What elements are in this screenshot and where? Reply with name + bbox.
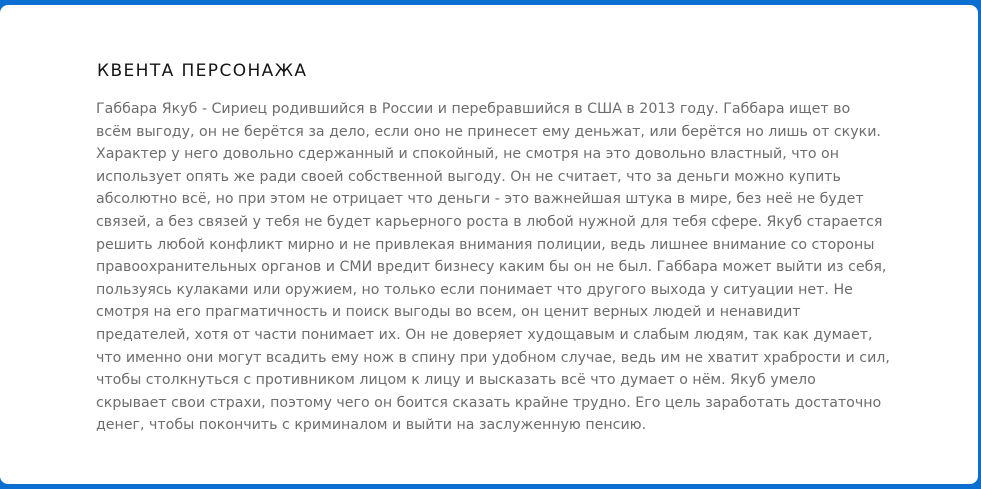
section-title: КВЕНТА ПЕРСОНАЖА xyxy=(97,61,308,81)
backstory-text: Габбара Якуб - Сириец родившийся в России и перебравшийся в США в 2013 году. Габбара ищет во всём выгоду, он не берётся за дело, если оно не принесет ему деньжат, или берётся но лишь от скуки. Характер у него довольно сдержанный и спокойный, не смотря на это довольно властный, что он использует опять же ради своей собственной выгоду. Он не считает, что за деньги можно купить абсолютно всё, но при этом не отрицает что деньги - это важнейшая штука в мире, без неё не будет связей, а без связей у тебя не будет карьерного роста в любой нужной для тебя сфере. Якуб старается решить любой конфликт мирно и не привлекая внимания полиции, ведь лишнее внимание со стороны правоохранительных органов и СМИ вредит бизнесу каким бы он не был. Габбара может выйти из себя, пользуясь кулаками или оружием, но только если понимает что другого выхода у ситуации нет. Не смотря на его прагматичность и поиск выгоды во всем, он ценит верных людей и ненавидит предателей, хотя от части понимает их. Он не доверяет худощавым и слабым людям, так как думает, что именно они могут всадить ему нож в спину при удобном случае, ведь им не хватит храбрости и сил, чтобы столкнуться с противником лицом к лицу и высказать всё что думает о нём. Якуб умело скрывает свои страхи, поэтому чего он боится сказать крайне трудно. Его цель заработать достаточно денег, чтобы покончить с криминалом и выйти на заслуженную пенсию. xyxy=(96,101,890,434)
character-backstory-card xyxy=(0,5,978,484)
